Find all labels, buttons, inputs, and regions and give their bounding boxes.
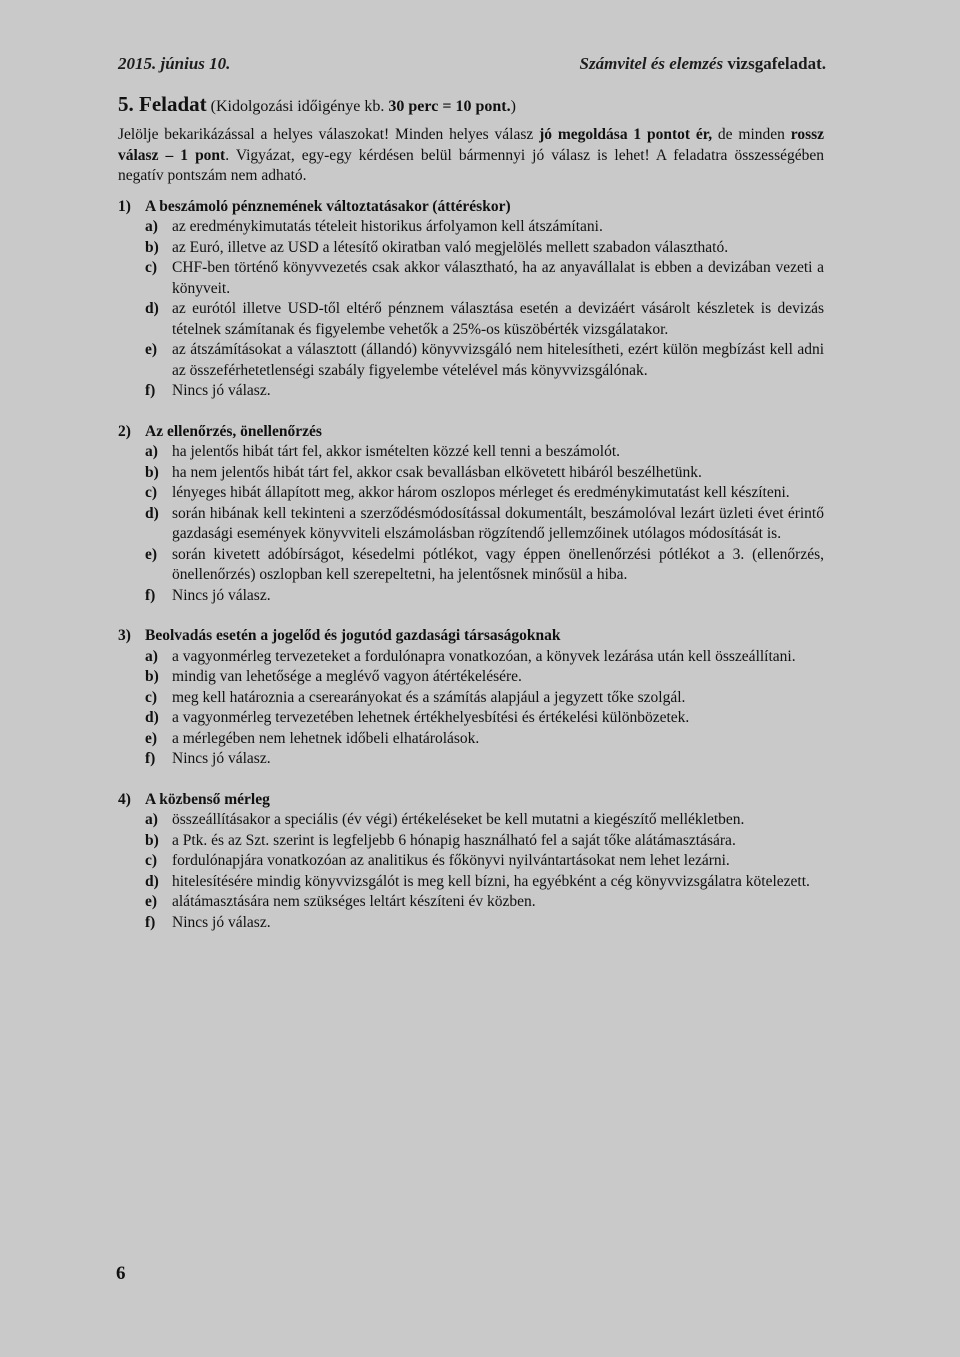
task-points: 30 perc = 10 pont. bbox=[388, 98, 511, 115]
option-letter: a) bbox=[145, 218, 158, 235]
option-letter: a) bbox=[145, 443, 158, 460]
page-header bbox=[118, 54, 826, 74]
question-number: 4) bbox=[118, 790, 131, 808]
answer-option[interactable] bbox=[118, 442, 824, 463]
question-title bbox=[118, 790, 824, 811]
question-title bbox=[118, 197, 824, 218]
header-date: 2015. június 10. bbox=[118, 54, 231, 73]
option-text: alátámasztására nem szükséges leltárt készíteni év közben. bbox=[172, 893, 536, 910]
option-text: az eredménykimutatás tételeit historikus árfolyamon kell átszámítani. bbox=[172, 218, 603, 235]
answer-option[interactable] bbox=[118, 810, 824, 831]
answer-option[interactable] bbox=[118, 545, 824, 586]
option-letter: b) bbox=[145, 238, 159, 256]
option-letter: d) bbox=[145, 300, 159, 317]
option-letter: c) bbox=[145, 259, 158, 276]
answer-option[interactable] bbox=[118, 340, 824, 381]
header-subject bbox=[580, 54, 826, 74]
answer-option[interactable] bbox=[118, 831, 824, 852]
task-note-open: (Kidolgozási időigénye kb. bbox=[206, 98, 389, 115]
option-text: a mérlegében nem lehetnek időbeli elhatárolások. bbox=[172, 729, 480, 747]
answer-option[interactable] bbox=[118, 913, 824, 934]
question-text: A beszámoló pénznemének változtatásakor (áttéréskor) bbox=[145, 197, 511, 215]
option-letter: c) bbox=[145, 688, 158, 706]
question-text: Beolvadás esetén a jogelőd és jogutód gazdasági társaságoknak bbox=[145, 627, 561, 644]
page-number: 6 bbox=[116, 1263, 126, 1284]
option-text: ha nem jelentős hibát tárt fel, akkor csak bevallásban elkövetett hibáról beszélhetünk. bbox=[172, 463, 702, 481]
answer-option[interactable] bbox=[118, 463, 824, 484]
answer-option[interactable] bbox=[118, 238, 824, 259]
answer-option[interactable] bbox=[118, 258, 824, 299]
instructions-part1: Jelölje bekarikázással a helyes válaszokat! Minden helyes válasz bbox=[118, 126, 540, 143]
question-number: 2) bbox=[118, 422, 131, 440]
question-title bbox=[118, 422, 824, 443]
task-title bbox=[118, 92, 824, 117]
option-letter: f) bbox=[145, 586, 156, 604]
option-letter: b) bbox=[145, 668, 159, 685]
question-3 bbox=[118, 626, 824, 770]
option-text: során hibának kell tekinteni a szerződésmódosítással dokumentált, beszámolóval lezárt üzleti évet érintő gazdasági események könyvviteli elszámolásban rögzítendő jellemzőinek utólagos módosítását is. bbox=[172, 504, 824, 542]
option-text: az Euró, illetve az USD a létesítő okiratban való megjelölés mellett szabadon választható. bbox=[172, 238, 729, 256]
answer-option[interactable] bbox=[118, 851, 824, 872]
option-letter: c) bbox=[145, 484, 158, 501]
option-text: Nincs jó válasz. bbox=[172, 913, 271, 931]
answer-option[interactable] bbox=[118, 749, 824, 770]
option-text: az eurótól illetve USD-től eltérő pénznem választása esetén a devizáért vásárolt készletek is devizás tételnek számítanak és figyelembe vehetők a 25%-os küszöbérték vizsgálatakor. bbox=[172, 300, 824, 338]
answer-option[interactable] bbox=[118, 299, 824, 340]
question-text: Az ellenőrzés, önellenőrzés bbox=[145, 422, 322, 440]
option-letter: f) bbox=[145, 382, 156, 399]
option-letter: e) bbox=[145, 893, 158, 910]
option-letter: f) bbox=[145, 750, 156, 767]
question-number: 1) bbox=[118, 197, 131, 215]
answer-option[interactable] bbox=[118, 217, 824, 238]
answer-option[interactable] bbox=[118, 667, 824, 688]
option-letter: d) bbox=[145, 709, 159, 726]
option-text: Nincs jó válasz. bbox=[172, 382, 271, 399]
answer-option[interactable] bbox=[118, 688, 824, 709]
option-text: a vagyonmérleg tervezetében lehetnek értékhelyesbítési és értékelési különbözetek. bbox=[172, 709, 690, 726]
option-text: az átszámításokat a választott (állandó) könyvvizsgáló nem hitelesítheti, ezért külön megbízást kell adni az összeférhetetlenségi szabály figyelembe vételével más könyvvizsgálónak. bbox=[172, 341, 824, 379]
option-letter: e) bbox=[145, 729, 158, 747]
option-letter: b) bbox=[145, 463, 159, 481]
task-note-close: ) bbox=[510, 98, 516, 115]
question-list bbox=[118, 197, 824, 934]
answer-option[interactable] bbox=[118, 483, 824, 504]
question-2 bbox=[118, 422, 824, 607]
option-letter: a) bbox=[145, 647, 158, 665]
task-title-main: 5. Feladat bbox=[118, 92, 207, 116]
option-text: mindig van lehetősége a meglévő vagyon átértékelésére. bbox=[172, 668, 522, 685]
option-letter: e) bbox=[145, 545, 158, 563]
option-letter: e) bbox=[145, 341, 158, 358]
option-text: meg kell határoznia a cserearányokat és a számítás alapjául a jegyzett tőke szolgál. bbox=[172, 688, 686, 706]
option-text: Nincs jó válasz. bbox=[172, 750, 271, 767]
option-letter: f) bbox=[145, 913, 156, 931]
option-text: a Ptk. és az Szt. szerint is legfeljebb 6 hónapig használható fel a saját tőke alátámasztására. bbox=[172, 831, 736, 849]
option-text: hitelesítésére mindig könyvvizsgálót is meg kell bízni, ha egyébként a cég könyvvizsgálatra kötelezett. bbox=[172, 872, 810, 890]
header-subject-rest: vizsgafeladat. bbox=[723, 54, 826, 73]
answer-option[interactable] bbox=[118, 872, 824, 893]
option-text: Nincs jó válasz. bbox=[172, 586, 271, 604]
page-content bbox=[118, 92, 824, 953]
option-letter: a) bbox=[145, 811, 158, 828]
answer-option[interactable] bbox=[118, 708, 824, 729]
option-letter: b) bbox=[145, 831, 159, 849]
instructions-bold1: jó megoldása 1 pontot ér, bbox=[539, 126, 713, 143]
option-letter: c) bbox=[145, 852, 158, 869]
answer-option[interactable] bbox=[118, 381, 824, 402]
question-title bbox=[118, 626, 824, 647]
instructions-part2: de minden bbox=[712, 126, 791, 143]
option-letter: d) bbox=[145, 504, 159, 522]
option-text: fordulónapjára vonatkozóan az analitikus és főkönyvi nyilvántartásokat nem lehet lezárni. bbox=[172, 852, 730, 869]
option-letter: d) bbox=[145, 872, 159, 890]
question-text: A közbenső mérleg bbox=[145, 790, 270, 808]
answer-option[interactable] bbox=[118, 892, 824, 913]
answer-option[interactable] bbox=[118, 586, 824, 607]
instructions-part3: . Vigyázat, egy-egy kérdésen belül bármennyi jó válasz is lehet! A feladatra összességében negatív pontszám nem adható. bbox=[118, 146, 824, 184]
question-number: 3) bbox=[118, 627, 131, 644]
option-text: lényeges hibát állapított meg, akkor három oszlopos mérleget és eredménykimutatást kell készíteni. bbox=[172, 484, 790, 501]
option-text: összeállításakor a speciális (év végi) értékeléseket be kell mutatni a kiegészítő mellékletben. bbox=[172, 811, 745, 828]
option-text: CHF-ben történő könyvvezetés csak akkor választható, ha az anyavállalat is ebben a devizában vezeti a könyveit. bbox=[172, 259, 824, 297]
option-text: során kivetett adóbírságot, késedelmi pótlékot, vagy éppen önellenőrzési pótlékot a 3. (ellenőrzés, önellenőrzés) oszlopban kell szerepeltetni, ha jelentősnek minősül a hiba. bbox=[172, 545, 824, 583]
option-text: ha jelentős hibát tárt fel, akkor ismételten közzé kell tenni a beszámolót. bbox=[172, 443, 621, 460]
answer-option[interactable] bbox=[118, 647, 824, 668]
answer-option[interactable] bbox=[118, 504, 824, 545]
question-1 bbox=[118, 197, 824, 402]
instructions bbox=[118, 125, 824, 187]
question-4 bbox=[118, 790, 824, 934]
instructions-bold2: rossz válasz – 1 pont bbox=[118, 126, 825, 164]
answer-option[interactable] bbox=[118, 729, 824, 750]
header-subject-italic: Számvitel és elemzés bbox=[579, 54, 724, 73]
option-text: a vagyonmérleg tervezeteket a fordulónapra vonatkozóan, a könyvek lezárása után kell összeállítani. bbox=[172, 647, 796, 665]
